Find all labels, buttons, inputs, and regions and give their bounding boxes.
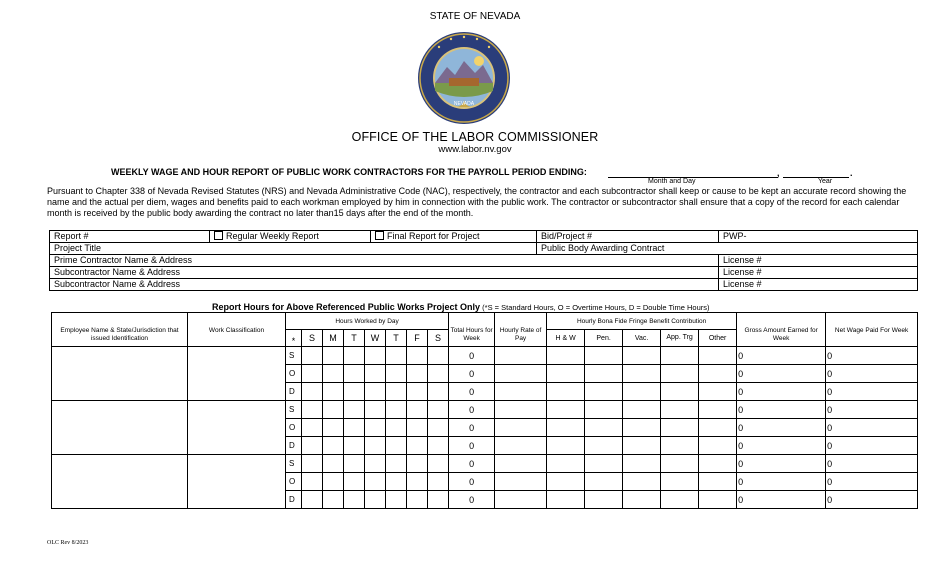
employee-name-cell[interactable] [52,401,188,455]
daily-hours-cell[interactable] [365,437,386,455]
daily-hours-cell[interactable] [407,383,428,401]
regular-weekly-label: Regular Weekly Report [226,231,319,241]
hourly-rate-cell[interactable] [495,401,547,419]
daily-hours-cell[interactable] [428,491,449,509]
fringe-benefit-cell[interactable] [661,419,699,437]
table-row [52,347,918,365]
project-title-field[interactable] [50,243,537,255]
fringe-benefit-cell[interactable] [699,365,737,383]
daily-hours-cell[interactable] [365,473,386,491]
daily-hours-cell[interactable] [428,365,449,383]
fringe-pension-header: Pen. [585,330,623,347]
fringe-benefit-cell[interactable] [547,473,585,491]
report-number-field[interactable] [50,231,210,243]
fringe-benefit-cell[interactable] [699,437,737,455]
daily-hours-cell[interactable] [407,401,428,419]
hour-type-code: D [286,383,302,401]
gross-amount-value: 0 [737,347,826,365]
daily-hours-cell[interactable] [302,491,323,509]
total-hours-value: 0 [449,365,495,383]
daily-hours-cell[interactable] [323,491,344,509]
fringe-benefit-cell[interactable] [585,365,623,383]
work-classification-cell[interactable] [188,347,286,401]
daily-hours-cell[interactable] [407,365,428,383]
hourly-rate-cell[interactable] [495,383,547,401]
hours-instruction [212,302,710,312]
daily-hours-cell[interactable] [386,365,407,383]
nevada-state-seal [417,31,511,125]
office-title: OFFICE OF THE LABOR COMMISSIONER [351,130,599,144]
net-wage-value: 0 [826,455,918,473]
final-report-checkbox[interactable] [375,231,384,240]
form-revision: OLC Rev 8/2023 [47,540,89,546]
hourly-rate-cell[interactable] [495,491,547,509]
fringe-benefit-cell[interactable] [623,365,661,383]
day-monday-header: M [323,330,344,347]
svg-text:NEVADA: NEVADA [453,101,475,107]
gross-amount-value: 0 [737,365,826,383]
daily-hours-cell[interactable] [386,473,407,491]
fringe-benefit-cell[interactable] [547,383,585,401]
fringe-benefit-cell[interactable] [661,473,699,491]
fringe-benefit-cell[interactable] [623,473,661,491]
work-classification-cell[interactable] [188,455,286,509]
net-wage-value: 0 [826,401,918,419]
hour-type-code: O [286,473,302,491]
daily-hours-cell[interactable] [302,365,323,383]
daily-hours-cell[interactable] [365,365,386,383]
bid-project-label: Bid/Project # [541,231,593,241]
daily-hours-cell[interactable] [302,473,323,491]
net-wage-value: 0 [826,473,918,491]
fringe-benefit-cell[interactable] [547,491,585,509]
hours-instruction-bold: Report Hours for Above Referenced Public Works Project Only [212,302,481,312]
daily-hours-cell[interactable] [323,455,344,473]
fringe-benefit-cell[interactable] [547,455,585,473]
subcontractor-field[interactable] [50,267,719,279]
subcontractor-label: Subcontractor Name & Address [54,279,181,289]
year-field[interactable] [783,177,849,178]
regular-weekly-option[interactable] [210,231,371,243]
fringe-benefit-cell[interactable] [623,401,661,419]
daily-hours-cell[interactable] [407,419,428,437]
day-wednesday-header: W [365,330,386,347]
day-saturday-header: S [428,330,449,347]
daily-hours-cell[interactable] [428,383,449,401]
fringe-benefit-cell[interactable] [585,455,623,473]
daily-hours-cell[interactable] [407,347,428,365]
hourly-rate-cell[interactable] [495,365,547,383]
daily-hours-cell[interactable] [365,419,386,437]
net-wage-value: 0 [826,365,918,383]
hour-type-header: * [286,330,302,347]
employee-name-cell[interactable] [52,347,188,401]
fringe-benefit-cell[interactable] [585,347,623,365]
fringe-benefit-cell[interactable] [547,419,585,437]
daily-hours-cell[interactable] [386,419,407,437]
daily-hours-cell[interactable] [302,455,323,473]
hour-type-code: O [286,419,302,437]
public-body-label: Public Body Awarding Contract [541,243,665,253]
daily-hours-cell[interactable] [386,455,407,473]
fringe-benefit-header: Hourly Bona Fide Fringe Benefit Contribution [547,313,737,330]
daily-hours-cell[interactable] [407,437,428,455]
fringe-benefit-cell[interactable] [585,419,623,437]
daily-hours-cell[interactable] [365,383,386,401]
subcontractor-label: Subcontractor Name & Address [54,267,181,277]
website-link[interactable]: www.labor.nv.gov [438,144,512,155]
pursuant-paragraph: Pursuant to Chapter 338 of Nevada Revised Statutes (NRS) and Nevada Administrative Code (NAC), respectively, the contractor and each subcontractor shall keep or cause to be kept an accurate record showing the name and the actual per diem, wages and benefits paid to each workman employed by him in connection with the public work. The contractor or subcontractor shall ensure that a copy of the record for each calendar month is received by the public body awarding the contract no later than15 days after the end of the month. [47,186,907,219]
hour-type-code: D [286,437,302,455]
sub1-license-field[interactable] [719,267,918,279]
fringe-benefit-cell[interactable] [547,401,585,419]
total-hours-header: Total Hours for Week [449,313,495,347]
work-classification-header: Work Classification [188,313,286,347]
gross-amount-value: 0 [737,491,826,509]
hours-code-legend: (*S = Standard Hours, O = Overtime Hours, D = Double Time Hours) [480,303,710,312]
daily-hours-cell[interactable] [323,473,344,491]
daily-hours-cell[interactable] [323,419,344,437]
hourly-rate-cell[interactable] [495,347,547,365]
daily-hours-cell[interactable] [428,437,449,455]
prime-license-field[interactable] [719,255,918,267]
fringe-benefit-cell[interactable] [699,455,737,473]
daily-hours-cell[interactable] [344,419,365,437]
total-hours-value: 0 [449,347,495,365]
final-report-option[interactable] [371,231,537,243]
state-name: STATE OF NEVADA [429,11,521,22]
table-row [52,401,918,419]
project-info-table [49,230,918,291]
total-hours-value: 0 [449,401,495,419]
employee-header: Employee Name & State/Jurisdiction that issued Identification [52,313,188,347]
net-wage-value: 0 [826,419,918,437]
total-hours-value: 0 [449,455,495,473]
net-wage-value: 0 [826,347,918,365]
fringe-benefit-cell[interactable] [623,455,661,473]
project-title-label: Project Title [54,243,102,253]
daily-hours-cell[interactable] [344,473,365,491]
daily-hours-cell[interactable] [365,401,386,419]
net-wage-value: 0 [826,491,918,509]
daily-hours-cell[interactable] [302,437,323,455]
hour-type-code: D [286,491,302,509]
daily-hours-cell[interactable] [302,383,323,401]
fringe-benefit-cell[interactable] [623,383,661,401]
daily-hours-cell[interactable] [428,347,449,365]
fringe-benefit-cell[interactable] [661,347,699,365]
license-label: License # [723,255,762,265]
public-body-field[interactable] [537,243,918,255]
gross-amount-value: 0 [737,437,826,455]
hour-type-code: S [286,401,302,419]
prime-contractor-field[interactable] [50,255,719,267]
fringe-vacation-header: Vac. [623,330,661,347]
day-tuesday-header: T [344,330,365,347]
year-label: Year [818,178,833,185]
daily-hours-cell[interactable] [428,401,449,419]
fringe-benefit-cell[interactable] [699,473,737,491]
fringe-benefit-cell[interactable] [623,347,661,365]
daily-hours-cell[interactable] [428,455,449,473]
hourly-rate-cell[interactable] [495,473,547,491]
fringe-benefit-cell[interactable] [699,491,737,509]
fringe-benefit-cell[interactable] [585,401,623,419]
fringe-benefit-cell[interactable] [661,491,699,509]
daily-hours-cell[interactable] [323,365,344,383]
fringe-benefit-cell[interactable] [661,365,699,383]
daily-hours-cell[interactable] [407,455,428,473]
license-label: License # [723,267,762,277]
daily-hours-cell[interactable] [365,455,386,473]
fringe-benefit-cell[interactable] [661,455,699,473]
fringe-benefit-cell[interactable] [699,347,737,365]
fringe-benefit-cell[interactable] [699,419,737,437]
daily-hours-cell[interactable] [386,347,407,365]
hourly-rate-cell[interactable] [495,419,547,437]
hours-table [51,312,918,509]
daily-hours-cell[interactable] [344,437,365,455]
fringe-benefit-cell[interactable] [585,473,623,491]
fringe-other-header: Other [699,330,737,347]
fringe-benefit-cell[interactable] [547,437,585,455]
daily-hours-cell[interactable] [323,347,344,365]
bid-project-field[interactable] [537,231,719,243]
period-mark: . [850,168,853,178]
hour-type-code: S [286,347,302,365]
gross-amount-value: 0 [737,419,826,437]
total-hours-value: 0 [449,437,495,455]
daily-hours-cell[interactable] [302,419,323,437]
total-hours-value: 0 [449,491,495,509]
total-hours-value: 0 [449,473,495,491]
hour-type-code: S [286,455,302,473]
fringe-benefit-cell[interactable] [661,383,699,401]
daily-hours-cell[interactable] [344,365,365,383]
license-label: License # [723,279,762,289]
fringe-benefit-cell[interactable] [661,437,699,455]
daily-hours-cell[interactable] [386,401,407,419]
daily-hours-cell[interactable] [344,383,365,401]
daily-hours-cell[interactable] [344,455,365,473]
fringe-benefit-cell[interactable] [585,383,623,401]
hourly-rate-cell[interactable] [495,455,547,473]
fringe-benefit-cell[interactable] [699,401,737,419]
daily-hours-cell[interactable] [386,437,407,455]
net-wage-value: 0 [826,437,918,455]
daily-hours-cell[interactable] [386,491,407,509]
daily-hours-cell[interactable] [323,437,344,455]
pwp-field[interactable] [719,231,918,243]
fringe-benefit-cell[interactable] [623,437,661,455]
final-report-label: Final Report for Project [387,231,480,241]
table-row [52,455,918,473]
regular-weekly-checkbox[interactable] [214,231,223,240]
daily-hours-cell[interactable] [428,419,449,437]
gross-amount-value: 0 [737,401,826,419]
fringe-hw-header: H & W [547,330,585,347]
hour-type-code: O [286,365,302,383]
daily-hours-cell[interactable] [365,347,386,365]
daily-hours-cell[interactable] [428,473,449,491]
fringe-benefit-cell[interactable] [623,491,661,509]
gross-amount-value: 0 [737,473,826,491]
gross-amount-value: 0 [737,455,826,473]
fringe-apprentice-header: App. Trg [661,330,699,347]
month-day-label: Month and Day [648,178,696,185]
prime-contractor-label: Prime Contractor Name & Address [54,255,193,265]
fringe-benefit-cell[interactable] [547,365,585,383]
sub2-license-field[interactable] [719,279,918,291]
daily-hours-cell[interactable] [407,491,428,509]
daily-hours-cell[interactable] [323,383,344,401]
comma: , [777,168,780,178]
work-classification-cell[interactable] [188,401,286,455]
daily-hours-cell[interactable] [323,401,344,419]
net-wage-value: 0 [826,383,918,401]
daily-hours-cell[interactable] [386,383,407,401]
fringe-benefit-cell[interactable] [585,491,623,509]
gross-amount-header: Gross Amount Earned for Week [737,313,826,347]
daily-hours-cell[interactable] [302,401,323,419]
fringe-benefit-cell[interactable] [585,437,623,455]
report-number-label: Report # [54,231,89,241]
total-hours-value: 0 [449,419,495,437]
employee-name-cell[interactable] [52,455,188,509]
fringe-benefit-cell[interactable] [661,401,699,419]
hourly-rate-cell[interactable] [495,437,547,455]
fringe-benefit-cell[interactable] [547,347,585,365]
net-wage-header: Net Wage Paid For Week [826,313,918,347]
daily-hours-cell[interactable] [407,473,428,491]
daily-hours-cell[interactable] [365,491,386,509]
fringe-benefit-cell[interactable] [699,383,737,401]
pwp-label: PWP- [723,231,747,241]
daily-hours-cell[interactable] [344,347,365,365]
hours-by-day-header: Hours Worked by Day [286,313,449,330]
gross-amount-value: 0 [737,383,826,401]
subcontractor-field[interactable] [50,279,719,291]
day-friday-header: F [407,330,428,347]
total-hours-value: 0 [449,383,495,401]
daily-hours-cell[interactable] [302,347,323,365]
fringe-benefit-cell[interactable] [623,419,661,437]
report-title: WEEKLY WAGE AND HOUR REPORT OF PUBLIC WORK CONTRACTORS FOR THE PAYROLL PERIOD ENDING: [111,167,587,177]
hourly-rate-header: Hourly Rate of Pay [495,313,547,347]
day-sunday-header: S [302,330,323,347]
daily-hours-cell[interactable] [344,401,365,419]
day-thursday-header: T [386,330,407,347]
daily-hours-cell[interactable] [344,491,365,509]
